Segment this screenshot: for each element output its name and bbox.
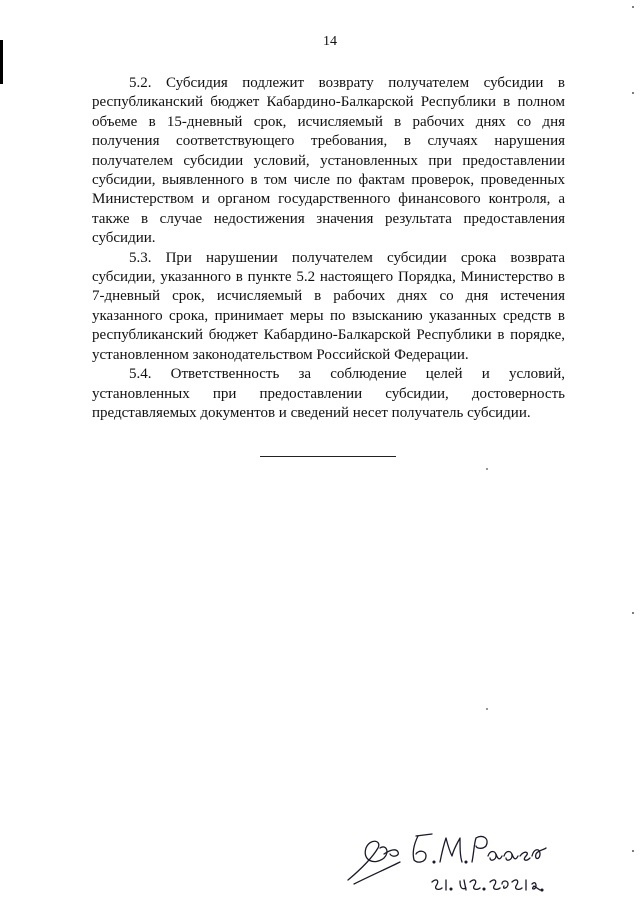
scan-speck [486,468,488,470]
scan-speck [632,612,634,614]
paragraph-5-3: 5.3. При нарушении получателем субсидии срока возврата субсидии, указанного в пункте 5.2 настоящего Порядка, Министерство в 7-дневный срок, исчисляемый в рабочих днях со дня истечения указанного срока, принимает меры по взысканию указанных средств в республиканский бюджет Кабардино-Балкарской Республики в порядке, установленном законодательством Российской Федерации. [92,249,565,363]
document-body [92,74,565,423]
scan-speck [632,850,634,852]
handwritten-signature [340,818,560,898]
scan-speck [632,6,634,8]
scan-speck [632,92,634,94]
paragraph-5-2: 5.2. Субсидия подлежит возврату получателем субсидии в республиканский бюджет Кабардино-Балкарской Республики в полном объеме в 15-дневный срок, исчисляемый в рабочих днях со дня получения соответствующего требования, в случаях нарушения получателем субсидии условий, установленных при предоставлении субсидии, выявленного в том числе по фактам проверок, проведенных Министерством и органом государственного финансового контроля, а также в случае недостижения значения результата предоставления субсидии. [92,75,565,247]
page-number: 14 [323,34,337,49]
end-separator-line [260,456,396,457]
paragraph-5-4: 5.4. Ответственность за соблюдение целей и условий, установленных при предоставлении субсидии, достоверность представляемых документов и сведений несет получатель субсидии. [92,366,565,421]
scan-speck [486,708,488,710]
